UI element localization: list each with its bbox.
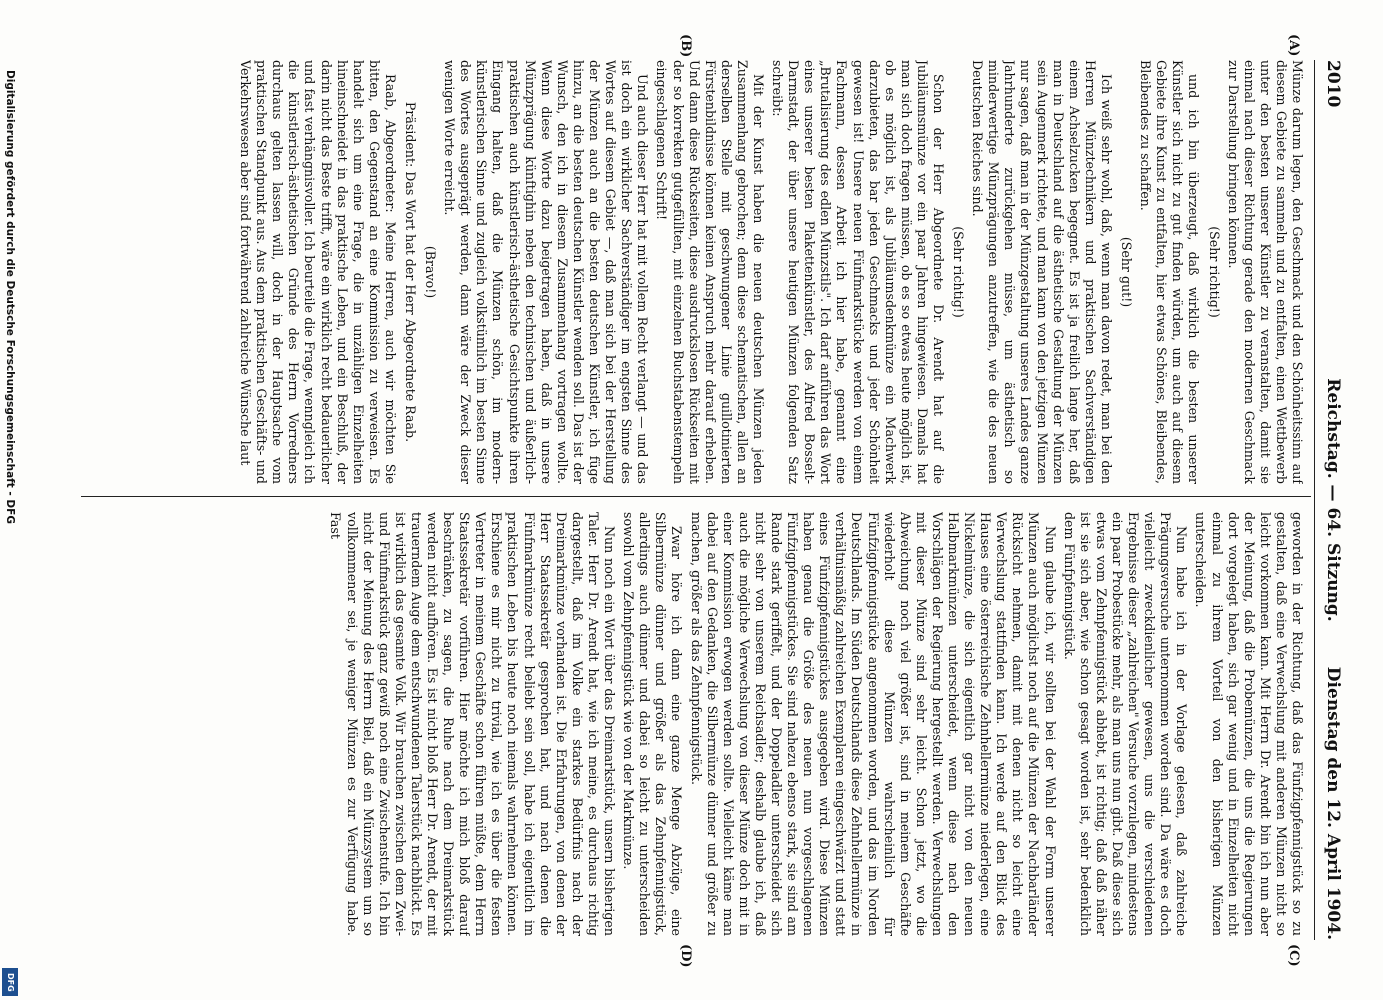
paragraph: Nun noch ein Wort über das Dreimarkstück, unsern bisherigen Taler. Herr Dr. Arendt hat, wie ich meine, es durchaus richtig dargestellt, daß im Volke ein starkes Bedürfnis nach der Dreimarkmünze vorhanden ist. Die Erfahrungen, von denen der Herr Staatssekretär gesprochen hat, und nach denen die Fünfmarkmünze recht beliebt sein soll, habe ich eigentlich im praktischen Leben bis heute noch niemals wahrnehmen können. Erschiene es mir nicht zu trivial, wie ich es über die festen Vertreter in meinem Geschäfte schon führen müßte, dem Herrn Staatssekretär vorführen. Hier möchte ich mich bloß darauf beschränken, zu sagen, die Ruhe nach dem Dreimarkstück werden nicht aufhören. Es ist nicht bloß Herr Dr. Arendt, der mit trauerndem Auge dem entschwundenen Talerstück nachblickt. Es ist wirklich das gesamte Volk. Wir brauchen zwischen dem Zwei- und Fünfmarkstück ganz gewiß noch eine Zwischenstufe. Ich bin nicht der Meinung des Herrn Biel, daß ein Münzsystem um so vollkommener sei, je weniger Münzen es zur Verfügung habe. Fast [328,512,618,936]
margin-mark-a: (A) [1286,34,1301,57]
session-title: Reichstag. — 64. Sitzung. [1323,378,1343,622]
dfg-logo-text: DFG [6,972,15,992]
margin-mark-d: (D) [678,944,693,968]
paragraph: Nun glaube ich, wir sollten bei der Wahl der Form unserer Münzen auch möglichst noch auf die Münzen der Nachbarländer Rücksicht nehmen, damit mit denen nicht so leicht eine Verwechslung stattfinden kann. Ich werde auf den Blick des Hauses eine österreichische Zehnhellermünze niederlegen, eine Nickelmünze, die sich eigentlich gar nicht von den neuen Halbmarkmünzen unterscheidet, wenn diese nach den Vorschlägen der Regierung hergestellt werden. Verwechslungen mit dieser Münze sind sehr leicht. Schon jetzt, wo die Abweichung noch viel größer ist, sind in meinem Geschäfte wiederholt diese Münzen wahrscheinlich für Fünfzigpfennigstücke angenommen worden, und das im Norden Deutschlands. Im Süden Deutschlands diese Zehnhellermünze in verhältnismäßig zahlreichen Exemplaren eingeschwärzt und statt eines Fünfzigpfennigstückes ausgegeben wird. Diese Münzen haben genau die Größe des neuen nun vorgeschlagenen Fünfzigpfennigstückes. Sie sind nahezu ebenso stark, sie sind am Rande stark geriffelt, und der Doppeladler unterscheidet sich nicht sehr von unserem Reichsadler; deshalb glaube ich, daß auch die mögliche Verwechslung von dieser Münze doch mit in einer Kommission erwogen werden sollte. Vielleicht käme man dabei auf den Gedanken, die Silbermünze dünner und größer zu machen, größer als das Zehnpfennigstück. [688,512,1058,936]
paragraph: geworden in der Richtung, daß das Fünfzigpfennigstück so zu gestalten, daß eine Verwechslung mit anderen Münzen nicht so leicht vorkommen kann. Mit Herrn Dr. Arendt bin ich nun aber der Meinung, daß die Probemünzen, die uns die Regierungen dort vorgelegt haben, sich gar wenig und in Einzelheiten nicht einmal zu ihrem Vorteil von den bisherigen Münzen unterscheiden. [1193,512,1305,936]
paragraph: (Sehr richtig!) [1206,226,1222,318]
paragraph: (Sehr richtig!) [951,226,967,318]
session-date: Dienstag den 12. April 1904. [1323,666,1343,940]
paragraph: Ich weiß sehr wohl, daß, wenn man davon redet, man bei den Herren Münztechnikern und praktischen Sachverständigen einem Achselzucken begegnet. Es ist ja freilich lange her, daß man in Deutschland auf die ästhetische Gestaltung der Münzen sein Augenmerk richtete, und man kann von den jetzigen Münzen nur sagen, daß man in der Münzgestaltung unseres Landes ganze Jahrhunderte zurückgehen müsse, um ästhetisch so minderwertige Münzprägungen anzutreffen, wie die des neuen Deutschen Reiches sind. [970,60,1114,484]
paragraph: (Sehr gut!) [1119,236,1135,308]
paragraph: (Bravo!) [423,245,439,299]
paragraph: Münze darum legen, den Geschmack und den Schönheitssinn auf diesem Gebiete zu sammeln und zu entfalten, einen Wettbewerb unter den besten unserer Künstler zu veranstalten, damit sie einmal nach dieser Richtung gerade den modernen Geschmack zur Darstellung bringen können. [1225,60,1305,484]
page-header [1317,60,1343,940]
paragraph: Schon der Herr Abgeordnete Dr. Arendt hat auf die Jubiläumsmünze vor ein paar Jahren hingewiesen. Damals hat man sich doch fragen müssen, ob es so etwas heute möglich ist, ob es möglich ist, als Jubiläumsdenkmünze ein Machwerk darzubieten, das bar jeden Geschmacks und jeder Schönheit gewesen ist! Unsere neuen Fünfmarkstücke werden von einem Fachmann, dessen Arbeit ich hier habe, genannt eine „Brutalisierung des edlen Münzstils". Ich darf anführen das Wort eines unserer besten Plakettenkünstler, des Alfred Bosselt-Darmstadt, der über unsere heutigen Münzen folgenden Satz schreibt: [770,60,947,484]
margin-mark-b: (B) [678,34,693,58]
dfg-logo [2,968,18,996]
paragraph: und ich bin überzeugt, daß wirklich die besten unserer Künstler sich nicht zu gut finden würden, um auch auf diesem Gebiete ihre Kunst zu entfalten, hier etwas Schönes, Bleibendes, Bleibendes zu schaffen. [1138,60,1202,484]
digitization-note [2,70,18,985]
margin-mark-c: (C) [1286,944,1301,967]
paragraph: Präsident: Das Wort hat der Herr Abgeordnete Raab. [403,101,419,443]
digitization-note-text: Digitalisierung gefördert durch die Deutsche Forschungsgemeinschaft - DFG [4,70,16,524]
left-text-column [85,60,1305,484]
right-text-column [85,512,1305,936]
paragraph: Mit der Kunst haben die neuen deutschen Münzen jeden Zusammenhang gebrochen; denn diese schematischen, allen an derselben Stelle mit geschwungener Linie guillotinierten Fürstenbildnisse können keinen Anspruch mehr darauf erheben. Und dann diese Rückseiten, diese ausdruckslosen Rückseiten mit der so korrekten gutgefüllten, mit einzelnen Buchstabenstempeln eingeschlagenen Schrift! [654,60,766,484]
paragraph: Nun habe ich in der Vorlage gelesen, daß zahlreiche Prägungsversuche unternommen worden sind. Da wäre es doch vielleicht zweckdienlicher gewesen, uns die verschiedenen Ergebnisse dieser „zahlreichen" Versuche vorzulegen, mindestens ein paar Probestücke mehr, als man uns nun gibt. Daß diese sich etwas vom Zehnpfennigstück abhebt, ist richtig; daß daß näher ist sie sich aber, wie schon gesagt worden ist, sehr bedenklich dem Fünfpfennigstück. [1061,512,1190,936]
column-divider [81,496,1311,497]
header-rule [1314,60,1315,940]
page-number: 2010 [1323,60,1343,108]
paragraph: Zwar höre ich dann eine ganze Menge Abzüge, eine Silbermünze dünner und größer als das Zehnpfennigstück, allerdings auch dünner und dabei so leicht zu unterscheiden sowohl vom Zehnpfennigstück wie von der Markmünze. [621,512,685,936]
paragraph: Raab, Abgeordneter: Meine Herren, auch wir möchten Sie bitten, den Gegenstand an eine Kommission zu verweisen. Es handelt sich um eine Frage, die in unzähligen Einzelheiten hineinschneidet in das praktische Leben, und ein Beschluß, der darin nicht das Beste trifft, wäre ein wirklich recht bedauerlicher und fast verhängnisvoller. Ich beurteile die Frage, wenngleich ich die künstlerisch-ästhetischen Gründe des Herrn Vorredners durchaus gelten lassen will, doch in der Hauptsache vom praktischen Standpunkt aus. Aus dem praktischen Geschäfts- und Verkehrswesen aber sind fortwährend zahlreiche Wünsche laut [238,60,398,484]
paragraph: Und auch dieser Herr hat mit vollem Recht verlangt — und das ist doch ein wirklicher Sachverständiger im engsten Sinne des Wortes auf diesem Gebiet —, daß man sich bei der Herstellung der Münzen auch an die besten deutschen Künstler, ich füge hinzu, an die besten deutschen Künstler wenden soll. Das ist der Wunsch, den ich in diesem Zusammenhang vortragen wollte. Wenn diese Worte dazu beigetragen haben, daß in unsere Münzprägung künftighin neben den technischen und äußerlich-praktischen auch künstlerisch-ästhetische Gesichtspunkte ihren Eingang halten, daß die Münzen schön, im modern-künstlerischen Sinne und zugleich volkstümlich im besten Sinne des Wortes ausgeprägt werden, dann wäre der Zweck dieser wenigen Worte erreicht. [442,60,651,484]
